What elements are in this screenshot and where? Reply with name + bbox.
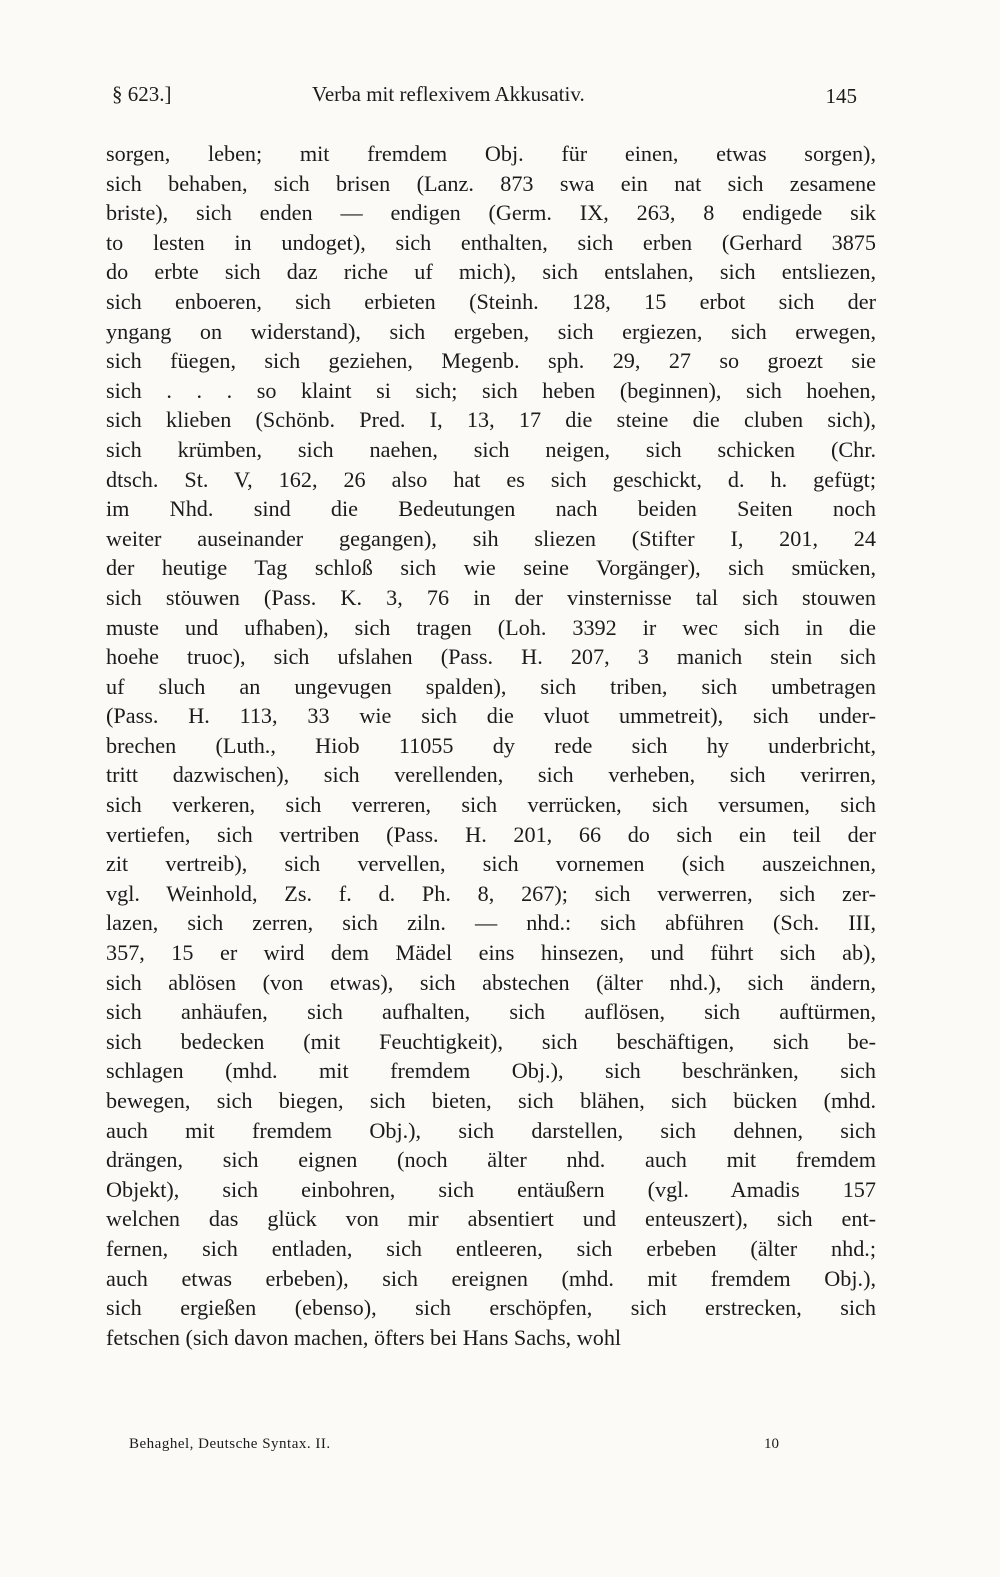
text-line: welchen das glück von mir absentiert und enteuszert), sich ent- <box>106 1206 876 1232</box>
text-line: sich behaben, sich brisen (Lanz. 873 swa ein nat sich zesamene <box>106 170 876 196</box>
text-line: dtsch. St. V, 162, 26 also hat es sich geschickt, d. h. gefügt; <box>106 466 876 492</box>
sheet-number: 10 <box>764 1436 779 1452</box>
text-line: do erbte sich daz riche uf mich), sich entslahen, sich entsliezen, <box>106 259 876 285</box>
text-line: der heutige Tag schloß sich wie seine Vorgänger), sich smücken, <box>106 555 876 581</box>
body-text <box>106 139 876 1352</box>
text-line: im Nhd. sind die Bedeutungen nach beiden Seiten noch <box>106 496 876 522</box>
text-line: 357, 15 er wird dem Mädel eins hinsezen, und führt sich ab), <box>106 940 876 966</box>
text-line: tritt dazwischen), sich verellenden, sich verheben, sich verirren, <box>106 762 876 788</box>
text-line: sich verkeren, sich verreren, sich verrücken, sich versumen, sich <box>106 792 876 818</box>
text-line: sich bedecken (mit Feuchtigkeit), sich beschäftigen, sich be- <box>106 1028 876 1054</box>
text-line: zit vertreib), sich vervellen, sich vornemen (sich auszeichnen, <box>106 851 876 877</box>
text-line: to lesten in undoget), sich enthalten, sich erben (Gerhard 3875 <box>106 229 876 255</box>
book-signature: Behaghel, Deutsche Syntax. II. <box>129 1436 331 1452</box>
text-line: fernen, sich entladen, sich entleeren, sich erbeben (älter nhd.; <box>106 1235 876 1261</box>
running-head <box>112 82 857 112</box>
text-line: sorgen, leben; mit fremdem Obj. für einen, etwas sorgen), <box>106 141 876 166</box>
page-number: 145 <box>825 84 857 108</box>
text-line: sich füegen, sich geziehen, Megenb. sph. 29, 27 so groezt sie <box>106 348 876 374</box>
text-line: vertiefen, sich vertriben (Pass. H. 201, 66 do sich ein teil der <box>106 821 876 847</box>
page-footer <box>129 1436 779 1460</box>
text-line: weiter auseinander gegangen), sih sliezen (Stifter I, 201, 24 <box>106 525 876 551</box>
text-line: lazen, sich zerren, sich ziln. — nhd.: sich abführen (Sch. III, <box>106 910 876 936</box>
text-line: yngang on widerstand), sich ergeben, sich ergiezen, sich erwegen, <box>106 318 876 344</box>
text-line: sich ablösen (von etwas), sich abstechen (älter nhd.), sich ändern, <box>106 969 876 995</box>
text-line: bewegen, sich biegen, sich bieten, sich blähen, sich bücken (mhd. <box>106 1088 876 1113</box>
text-line: drängen, sich eignen (noch älter nhd. auch mit fremdem <box>106 1147 876 1173</box>
text-line: sich klieben (Schönb. Pred. I, 13, 17 die steine die cluben sich), <box>106 407 876 433</box>
text-line: (Pass. H. 113, 33 wie sich die vluot ummetreit), sich under- <box>106 703 876 729</box>
text-line: auch mit fremdem Obj.), sich darstellen, sich dehnen, sich <box>106 1117 876 1143</box>
text-line: sich . . . so klaint si sich; sich heben (beginnen), sich hoehen, <box>106 377 876 403</box>
text-line: uf sluch an ungevugen spalden), sich triben, sich umbetragen <box>106 673 876 699</box>
text-line: sich ergießen (ebenso), sich erschöpfen, sich erstrecken, sich <box>106 1295 876 1321</box>
text-line: auch etwas erbeben), sich ereignen (mhd. mit fremdem Obj.), <box>106 1265 876 1291</box>
text-line: vgl. Weinhold, Zs. f. d. Ph. 8, 267); sich verwerren, sich zer- <box>106 880 876 906</box>
text-line: fetschen (sich davon machen, öfters bei Hans Sachs, wohl <box>106 1324 622 1350</box>
running-title: Verba mit reflexivem Akkusativ. <box>312 82 585 106</box>
text-line: hoehe truoc), sich ufslahen (Pass. H. 207, 3 manich stein sich <box>106 644 876 670</box>
text-line: muste und ufhaben), sich tragen (Loh. 3392 ir wec sich in die <box>106 614 876 640</box>
text-line: sich enboeren, sich erbieten (Steinh. 128, 15 erbot sich der <box>106 288 876 314</box>
text-line: sich anhäufen, sich aufhalten, sich auflösen, sich auftürmen, <box>106 999 876 1025</box>
text-line: Objekt), sich einbohren, sich entäußern (vgl. Amadis 157 <box>106 1176 876 1202</box>
text-line: brechen (Luth., Hiob 11055 dy rede sich hy underbricht, <box>106 732 876 758</box>
text-line: briste), sich enden — endigen (Germ. IX, 263, 8 endigede sik <box>106 200 876 226</box>
text-line: schlagen (mhd. mit fremdem Obj.), sich beschränken, sich <box>106 1058 876 1084</box>
text-line: sich krümben, sich naehen, sich neigen, sich schicken (Chr. <box>106 436 876 462</box>
section-reference: § 623.] <box>112 82 172 106</box>
text-line: sich stöuwen (Pass. K. 3, 76 in der vinsternisse tal sich stouwen <box>106 584 876 610</box>
